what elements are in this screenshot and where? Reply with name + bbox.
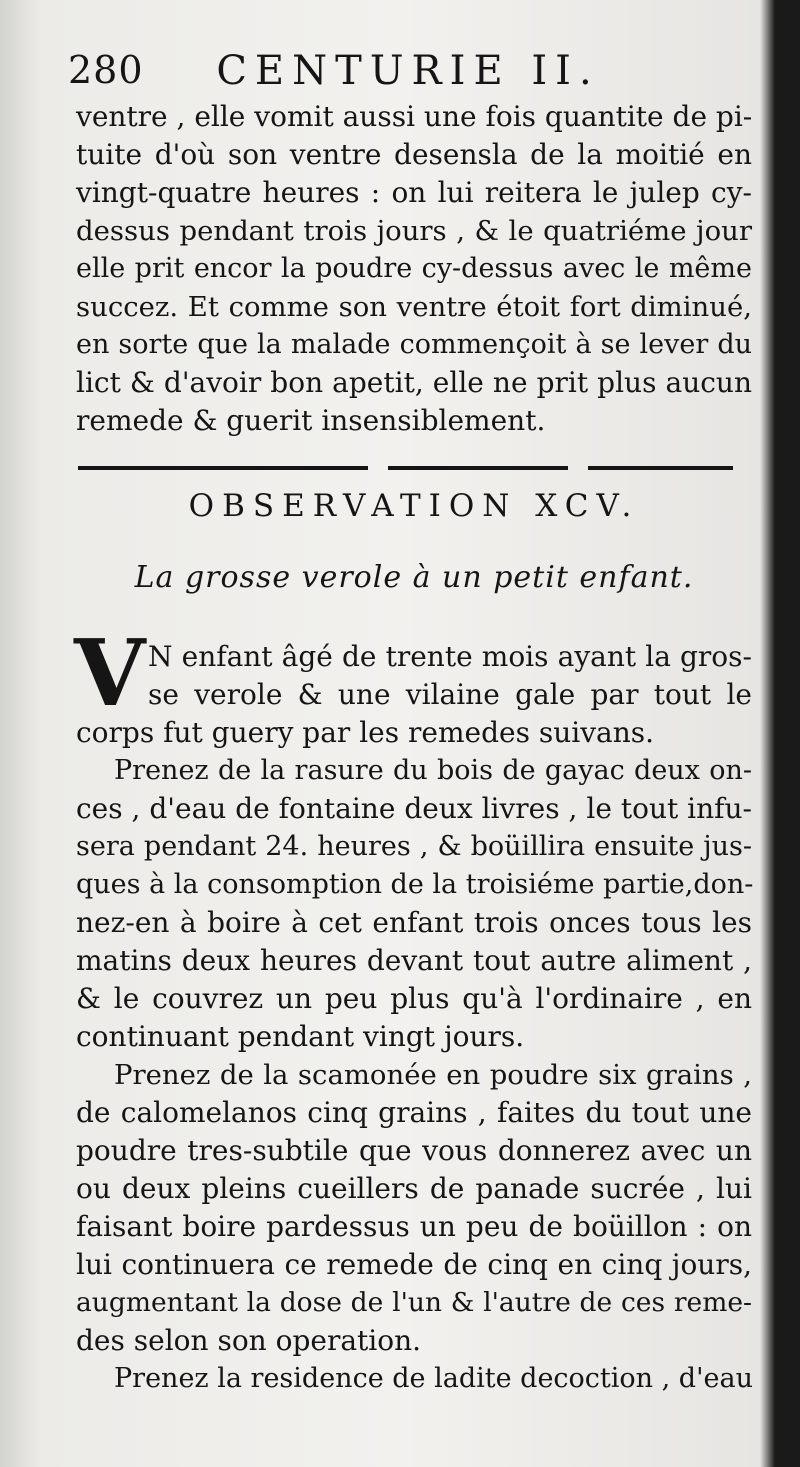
page-number: 280 bbox=[68, 48, 144, 92]
text-line: continuant pendant vingt jours. bbox=[76, 1020, 525, 1053]
text-line: ventre , elle vomit aussi une fois quantite de pi- bbox=[76, 100, 753, 133]
observation-subtitle: La grosse verole à un petit enfant. bbox=[134, 560, 694, 595]
text-line: faisant boire pardessus un peu de boüillon : on bbox=[76, 1210, 752, 1243]
text-line: des selon son operation. bbox=[76, 1324, 422, 1357]
text-line: ces , d'eau de fontaine deux livres , le tout infu- bbox=[76, 792, 752, 825]
text-line: & le couvrez un peu plus qu'à l'ordinaire , en bbox=[76, 982, 752, 1015]
text-line: remede & guerit insensiblement. bbox=[76, 404, 546, 437]
continuation-paragraph bbox=[76, 98, 752, 440]
section-divider bbox=[78, 461, 738, 475]
text-line: sera pendant 24. heures , & boüillira ensuite jus- bbox=[76, 831, 752, 862]
divider-rule bbox=[388, 466, 568, 470]
text-line: se verole & une vilaine gale par tout le bbox=[148, 678, 752, 711]
text-line: corps fut guery par les remedes suivans. bbox=[76, 716, 655, 749]
text-line: elle prit encor la poudre cy-dessus avec le même bbox=[76, 253, 752, 284]
running-title: CENTURIE II. bbox=[216, 48, 600, 94]
observation-body bbox=[76, 638, 752, 1398]
text-line: dessus pendant trois jours , & le quatriéme jour bbox=[76, 215, 752, 247]
text-line: lui continuera ce remede de cinq en cinq jours, bbox=[76, 1248, 752, 1281]
observation-heading: OBSERVATION XCV. bbox=[188, 488, 640, 524]
text-line: ou deux pleins cueillers de panade sucrée , lui bbox=[76, 1172, 752, 1205]
text-line: en sorte que la malade commençoit à se lever du bbox=[76, 329, 752, 360]
text-line: vingt-quatre heures : on lui reitera le julep cy- bbox=[76, 176, 752, 209]
text-line: Prenez la residence de ladite decoction , d'eau bbox=[114, 1363, 753, 1394]
text-line: ques à la consomption de la troisiéme partie,don- bbox=[76, 869, 754, 900]
text-line: de calomelanos cinq grains , faites du tout une bbox=[76, 1096, 752, 1129]
drop-cap: V bbox=[74, 619, 146, 727]
divider-rule bbox=[78, 466, 368, 470]
text-line: N enfant âgé de trente mois ayant la gros- bbox=[148, 640, 752, 673]
text-line: Prenez de la scamonée en poudre six grains , bbox=[114, 1059, 752, 1091]
text-line: Prenez de la rasure du bois de gayac deux on- bbox=[114, 755, 752, 786]
text-line: succez. Et comme son ventre étoit fort diminué, bbox=[76, 291, 752, 323]
text-line: matins deux heures devant tout autre aliment , bbox=[76, 944, 752, 977]
text-line: lict & d'avoir bon apetit, elle ne prit plus aucun bbox=[76, 366, 752, 399]
text-line: augmentant la dose de l'un & l'autre de ces reme- bbox=[76, 1287, 752, 1318]
text-line: poudre tres-subtile que vous donnerez avec un bbox=[76, 1134, 752, 1167]
divider-rule bbox=[588, 466, 733, 470]
text-line: tuite d'où son ventre desensla de la moitié en bbox=[76, 138, 752, 171]
text-line: nez-en à boire à cet enfant trois onces tous les bbox=[76, 906, 752, 939]
running-head bbox=[68, 48, 748, 98]
